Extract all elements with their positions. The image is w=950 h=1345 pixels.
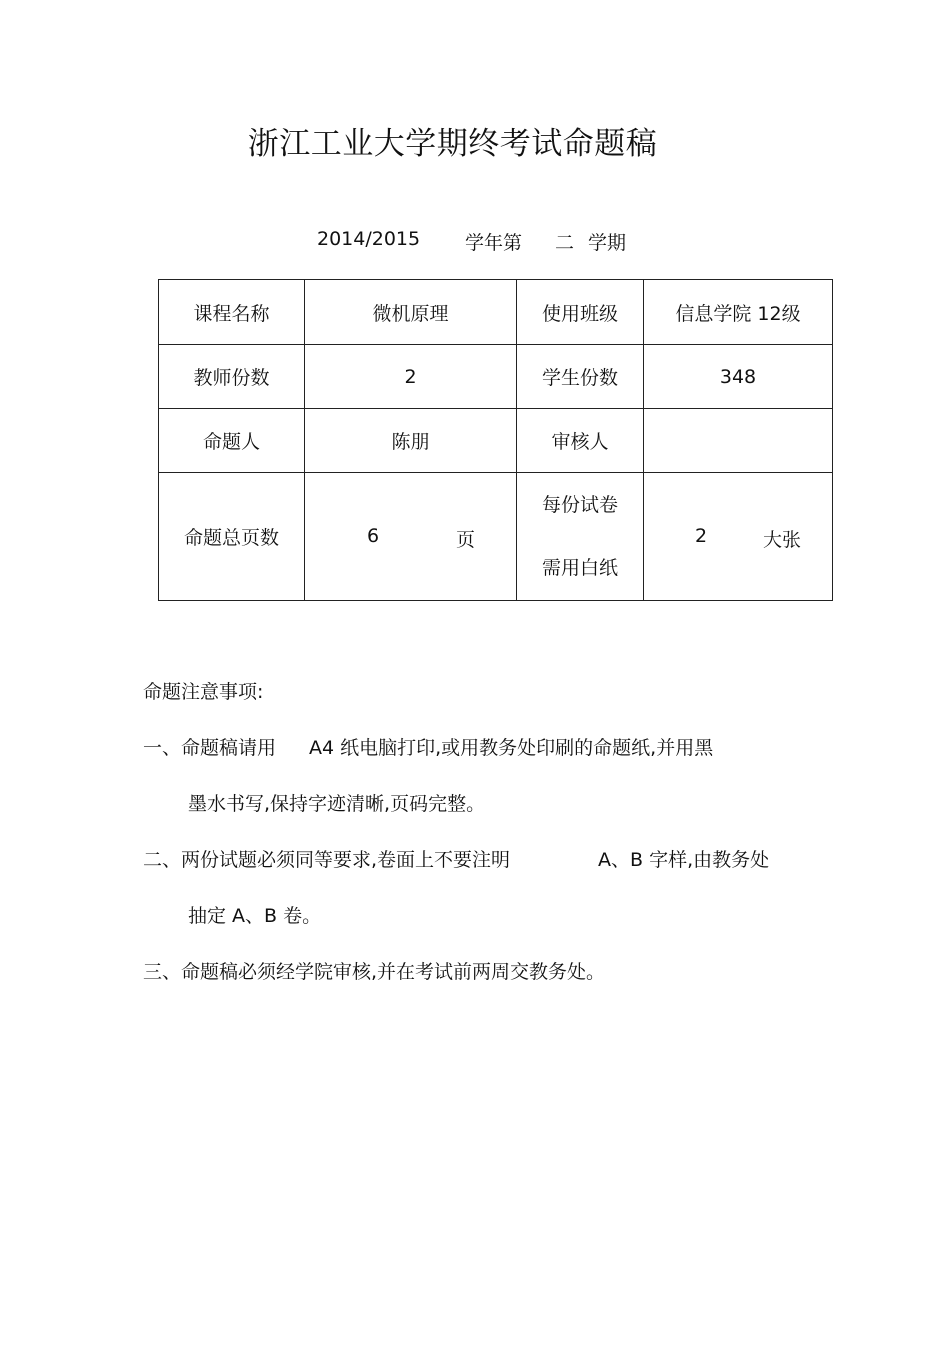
student-copies-value: 348 (644, 345, 833, 409)
note-item-1-line1a: 一、命题稿请用 (143, 737, 277, 759)
total-pages-number: 6 (367, 525, 380, 547)
table-row (159, 280, 833, 345)
course-name-value: 微机原理 (305, 280, 517, 345)
paper-per-copy-label (517, 473, 644, 601)
total-pages-label: 命题总页数 (159, 473, 305, 601)
setter-label: 命题人 (159, 409, 305, 473)
academic-years: 2014/2015 (317, 228, 421, 250)
reviewer-value (644, 409, 833, 473)
class-value: 信息学院 12级 (644, 280, 833, 345)
paper-per-copy-label-line1: 每份试卷 (541, 493, 618, 516)
table-row (159, 409, 833, 473)
note-item-2-line1a: 二、两份试题必须同等要求,卷面上不要注明 (143, 849, 511, 871)
note-item-3: 三、命题稿必须经学院审核,并在考试前两周交教务处。 (143, 961, 606, 983)
table-row (159, 345, 833, 409)
course-name-label: 课程名称 (159, 280, 305, 345)
notes-heading: 命题注意事项: (143, 681, 264, 703)
note-item-2-line1b: A、B 字样,由教务处 (598, 849, 770, 871)
year-label: 学年第 (465, 232, 523, 254)
note-item-2-line2: 抽定 A、B 卷。 (188, 905, 322, 927)
teacher-copies-label: 教师份数 (159, 345, 305, 409)
exam-info-table (158, 279, 833, 601)
paper-per-copy-unit: 大张 (763, 529, 802, 551)
paper-per-copy-label-line2: 需用白纸 (541, 556, 618, 579)
total-pages-unit: 页 (456, 529, 476, 551)
note-item-1-line2: 墨水书写,保持字迹清晰,页码完整。 (188, 793, 486, 815)
total-pages-cell (305, 473, 517, 601)
class-label: 使用班级 (517, 280, 644, 345)
table-row (159, 473, 833, 601)
exam-title: 浙江工业大学期终考试命题稿 (247, 126, 658, 162)
term-number: 二 (555, 232, 575, 254)
setter-value: 陈朋 (305, 409, 517, 473)
student-copies-label: 学生份数 (517, 345, 644, 409)
teacher-copies-value: 2 (305, 345, 517, 409)
note-item-1-line1b: A4 纸电脑打印,或用教务处印刷的命题纸,并用黑 (309, 737, 714, 759)
paper-per-copy-number: 2 (695, 525, 708, 547)
term-label: 学期 (588, 232, 627, 254)
reviewer-label: 审核人 (517, 409, 644, 473)
paper-per-copy-cell (644, 473, 833, 601)
